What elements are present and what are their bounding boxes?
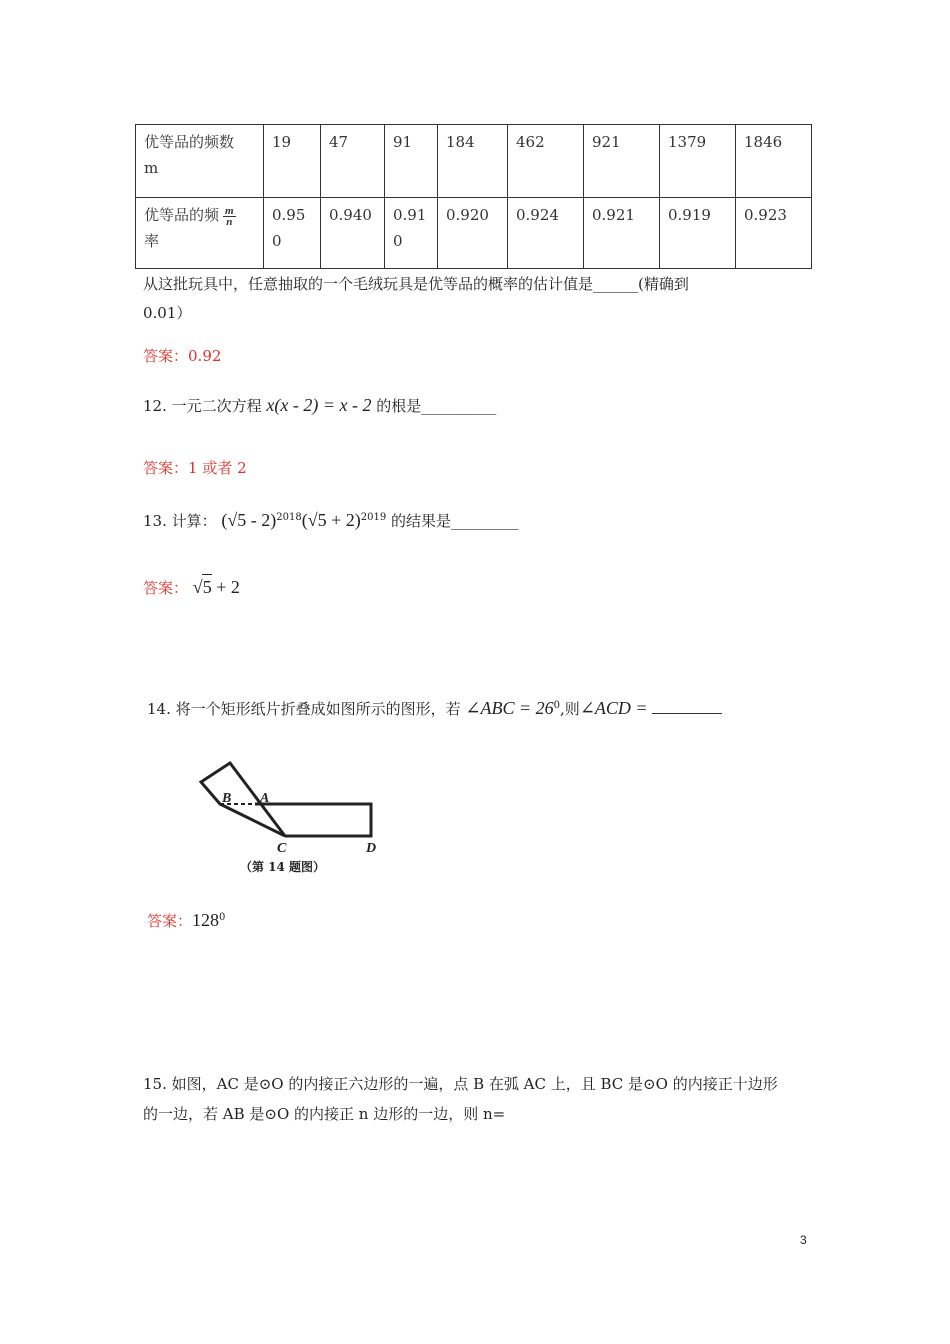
q14-answer [147, 906, 225, 933]
q12-question [143, 393, 496, 418]
table-cell: 1379 [660, 125, 736, 198]
q15-text-line2: 的一边，若 AB 是⊙O 的内接正 n 边形的一边，则 n= [143, 1105, 506, 1123]
q14-angle-abc-degree: 0 [553, 700, 561, 711]
q14-angle-abc: ∠ABC = 26 [465, 698, 554, 718]
answer-degree: 0 [219, 912, 226, 923]
q11-text-line1: 从这批玩具中，任意抽取的一个毛绒玩具是优等品的概率的估计值是______(精确到 [143, 275, 689, 293]
q13-prefix: 13. 计算： [143, 512, 217, 530]
table-cell: 0.919 [660, 198, 736, 269]
label-a: A [260, 791, 270, 806]
q12-answer [143, 456, 247, 480]
q12-prefix: 12. 一元二次方程 [143, 397, 262, 415]
q14-prefix: 14. 将一个矩形纸片折叠成如图所示的图形，若 [147, 700, 461, 718]
q12-equation: x(x - 2) = x - 2 [266, 395, 372, 415]
answer-label: 答案： [143, 347, 189, 365]
table-cell: 0.95 0 [264, 198, 321, 269]
table-cell: 0.924 [508, 198, 584, 269]
q15-text-line1: 15. 如图，AC 是⊙O 的内接正六边形的一遍，点 B 在弧 AC 上，且 BC 是⊙O 的内接正十边形 [143, 1075, 778, 1093]
page-number: 3 [800, 1233, 807, 1247]
table-cell: 462 [508, 125, 584, 198]
answer-value: √5 + 2 [193, 577, 240, 597]
row-label-line2: m [144, 159, 159, 177]
q14-question [147, 694, 722, 721]
q13-exp-b: 2019 [360, 512, 387, 523]
answer-label: 答案： [147, 912, 193, 930]
row-label-line2: 率 [144, 232, 160, 250]
table-cell: 184 [438, 125, 508, 198]
q13-question [143, 506, 519, 533]
answer-value: 128 [192, 910, 220, 930]
table-row [136, 198, 812, 269]
row-label-line1: 优等品的频 [144, 206, 220, 224]
answer-value: 1 或者 2 [188, 459, 247, 477]
table-cell: 0.91 0 [385, 198, 438, 269]
row-label-count [136, 125, 264, 198]
figure-caption: （第 14 题图） [240, 860, 326, 874]
table-cell: 47 [321, 125, 385, 198]
folded-flap [201, 763, 285, 836]
answer-label: 答案： [143, 459, 189, 477]
table-cell: 0.940 [321, 198, 385, 269]
table-cell: 1846 [736, 125, 812, 198]
table-cell: 0.923 [736, 198, 812, 269]
q13-suffix: 的结果是_________ [391, 512, 519, 530]
answer-value: 0.92 [188, 347, 222, 365]
frequency-table [135, 124, 812, 269]
answer-label: 答案： [143, 579, 189, 597]
q14-middle: ,则 [560, 700, 580, 718]
table-cell: 0.921 [584, 198, 660, 269]
q14-angle-acd: ∠ACD = [579, 698, 648, 718]
table-cell: 19 [264, 125, 321, 198]
q13-exp-a: 2018 [276, 512, 302, 523]
table-cell: 91 [385, 125, 438, 198]
q12-suffix: 的根是__________ [376, 397, 497, 415]
folded-rectangle-figure [195, 755, 395, 880]
table-cell: 921 [584, 125, 660, 198]
label-c: C [277, 841, 287, 856]
table-cell: 0.920 [438, 198, 508, 269]
q13-expr-a: (√5 - 2) [221, 510, 277, 530]
row-label-line1: 优等品的频数 [144, 133, 235, 151]
q13-answer [143, 574, 240, 600]
q11-text-line2: 0.01） [143, 304, 192, 322]
q14-answer-blank [652, 697, 722, 714]
q11-answer [143, 344, 221, 368]
table-row [136, 125, 812, 198]
label-b: B [222, 791, 232, 806]
row-label-frequency [136, 198, 264, 269]
label-d: D [366, 841, 377, 856]
m-over-n-fraction: $\frac{m}{n}$ [225, 204, 234, 228]
q13-expr-b: (√5 + 2) [301, 510, 361, 530]
